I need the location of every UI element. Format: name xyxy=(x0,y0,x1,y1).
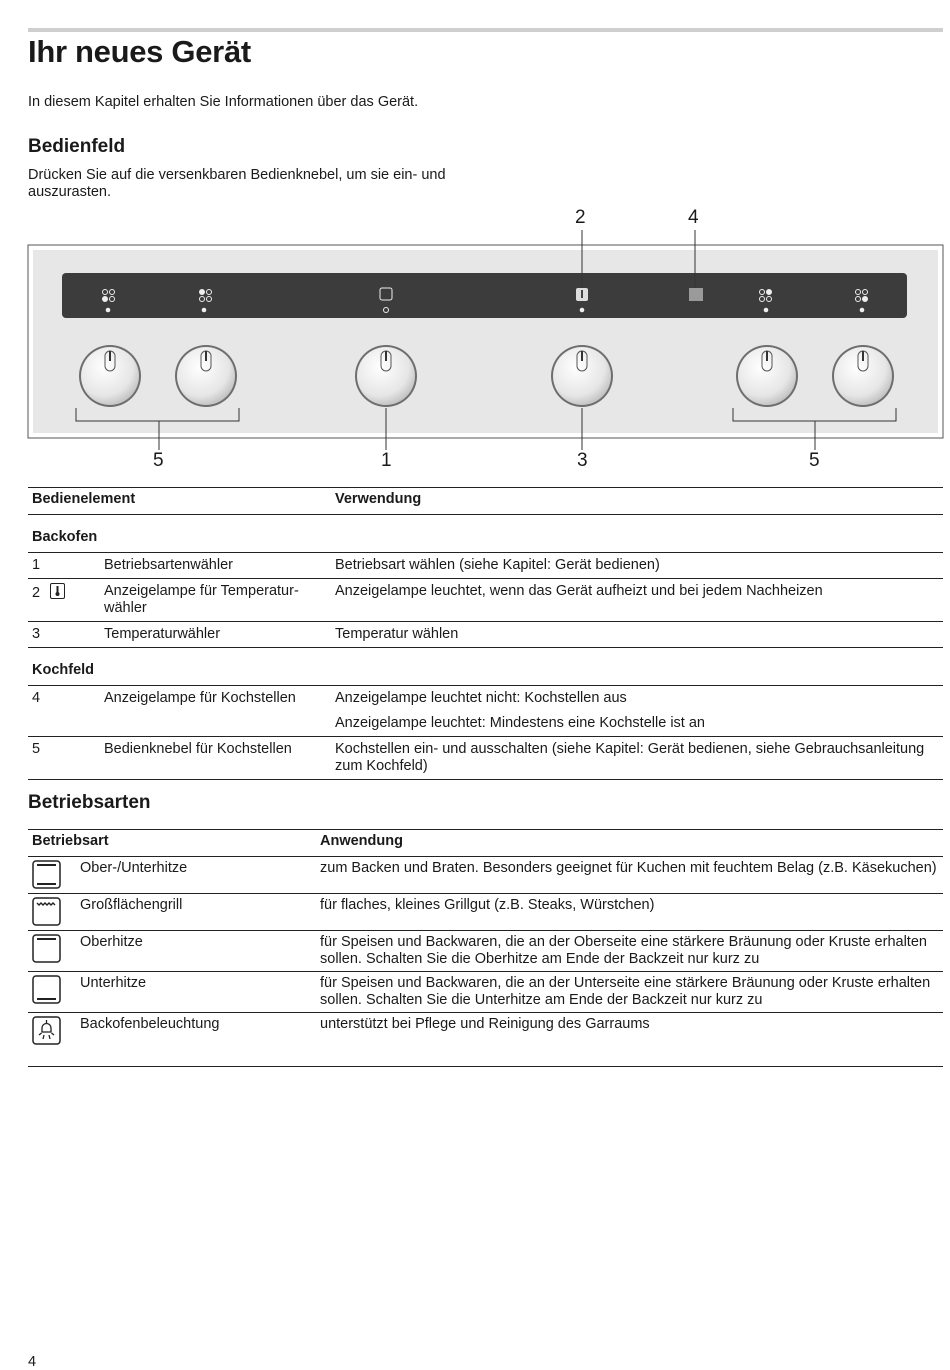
modes-table xyxy=(28,829,943,1067)
row-use: Anzeigelampe leuchtet: Mindestens eine Kochstelle ist an xyxy=(331,711,943,737)
row-element: Bedienknebel für Kochstellen xyxy=(100,737,331,780)
control-panel-diagram xyxy=(0,200,950,480)
group-label: Kochfeld xyxy=(28,648,943,686)
table-row-continuation xyxy=(28,711,943,737)
group-row-kochfeld xyxy=(28,648,943,686)
callout-1: 1 xyxy=(381,450,392,471)
page-number: 4 xyxy=(28,1354,37,1370)
oven-light-icon xyxy=(32,1016,62,1046)
callout-5-left: 5 xyxy=(153,450,164,471)
header-verwendung: Verwendung xyxy=(335,491,422,507)
table-row xyxy=(28,553,943,579)
bedienfeld-description: Drücken Sie auf die versenkbaren Bedienknebel, um sie ein- und auszurasten. xyxy=(28,167,446,200)
table-row xyxy=(28,857,943,894)
mode-use: für flaches, kleines Grillgut (z.B. Steaks, Würstchen) xyxy=(316,894,943,931)
controls-table xyxy=(28,487,943,780)
row-number: 4 xyxy=(32,690,41,706)
row-number: 3 xyxy=(28,622,100,648)
section-heading-betriebsarten: Betriebsarten xyxy=(28,792,151,813)
top-bottom-heat-icon xyxy=(32,860,62,890)
mode-name: Oberhitze xyxy=(76,931,316,972)
mode-use: für Speisen und Backwaren, die an der Unterseite eine stärkere Bräunung oder Kruste erhalten sollen. Schalten Sie die Unterhitze am Ende der Backzeit nur kurz zu xyxy=(316,972,943,1013)
table-row xyxy=(28,894,943,931)
row-number-cell xyxy=(28,579,100,622)
callout-3: 3 xyxy=(577,450,588,471)
table-row xyxy=(28,579,943,622)
row-element: Temperaturwähler xyxy=(100,622,331,648)
top-heat-icon xyxy=(32,934,62,964)
table-row xyxy=(28,737,943,780)
temperature-lamp-icon xyxy=(50,583,65,599)
group-label: Backofen xyxy=(28,515,943,553)
row-element: Betriebsartenwähler xyxy=(100,553,331,579)
callout-2: 2 xyxy=(575,207,586,228)
callout-5-right: 5 xyxy=(809,450,820,471)
table-header-row xyxy=(28,830,943,857)
grill-icon xyxy=(32,897,62,927)
bottom-heat-icon xyxy=(32,975,62,1005)
callout-4: 4 xyxy=(688,207,699,228)
mode-use: für Speisen und Backwaren, die an der Oberseite eine stärkere Bräunung oder Kruste erhalten sollen. Schalten Sie die Oberhitze am Ende der Backzeit nur kurz zu xyxy=(316,931,943,972)
header-bedienelement: Bedienelement xyxy=(32,491,136,507)
row-element: Anzeigelampe für Kochstellen xyxy=(104,690,296,706)
table-row xyxy=(28,686,943,712)
table-row xyxy=(28,972,943,1013)
mode-name: Großflächengrill xyxy=(76,894,316,931)
row-use: Anzeigelampe leuchtet nicht: Kochstellen aus xyxy=(335,690,627,706)
row-use: Temperatur wählen xyxy=(331,622,943,648)
row-number: 2 xyxy=(32,585,41,601)
row-use: Kochstellen ein- und ausschalten (siehe Kapitel: Gerät bedienen, siehe Gebrauchsanleitung zum Kochfeld) xyxy=(331,737,943,780)
row-number: 5 xyxy=(28,737,100,780)
control-panel-drawing xyxy=(0,200,950,480)
row-number: 1 xyxy=(28,553,100,579)
group-row-backofen xyxy=(28,515,943,553)
row-element: Anzeigelampe für Temperatur-wähler xyxy=(100,579,331,622)
mode-use: zum Backen und Braten. Besonders geeignet für Kuchen mit feuchtem Belag (z.B. Käsekuchen) xyxy=(316,857,943,894)
header-anwendung: Anwendung xyxy=(320,833,403,849)
table-row xyxy=(28,1013,943,1067)
row-use: Anzeigelampe leuchtet, wenn das Gerät aufheizt und bei jedem Nachheizen xyxy=(331,579,943,622)
top-rule xyxy=(28,28,943,32)
table-row xyxy=(28,931,943,972)
header-betriebsart: Betriebsart xyxy=(32,833,109,849)
row-use: Betriebsart wählen (siehe Kapitel: Gerät bedienen) xyxy=(331,553,943,579)
section-heading-bedienfeld: Bedienfeld xyxy=(28,136,126,157)
mode-name: Ober-/Unterhitze xyxy=(76,857,316,894)
intro-text: In diesem Kapitel erhalten Sie Informationen über das Gerät. xyxy=(28,94,419,110)
mode-use: unterstützt bei Pflege und Reinigung des Garraums xyxy=(316,1013,943,1067)
table-row xyxy=(28,622,943,648)
mode-name: Backofenbeleuchtung xyxy=(76,1013,316,1067)
page-title: Ihr neues Gerät xyxy=(28,34,251,69)
mode-name: Unterhitze xyxy=(76,972,316,1013)
table-header-row xyxy=(28,488,943,515)
